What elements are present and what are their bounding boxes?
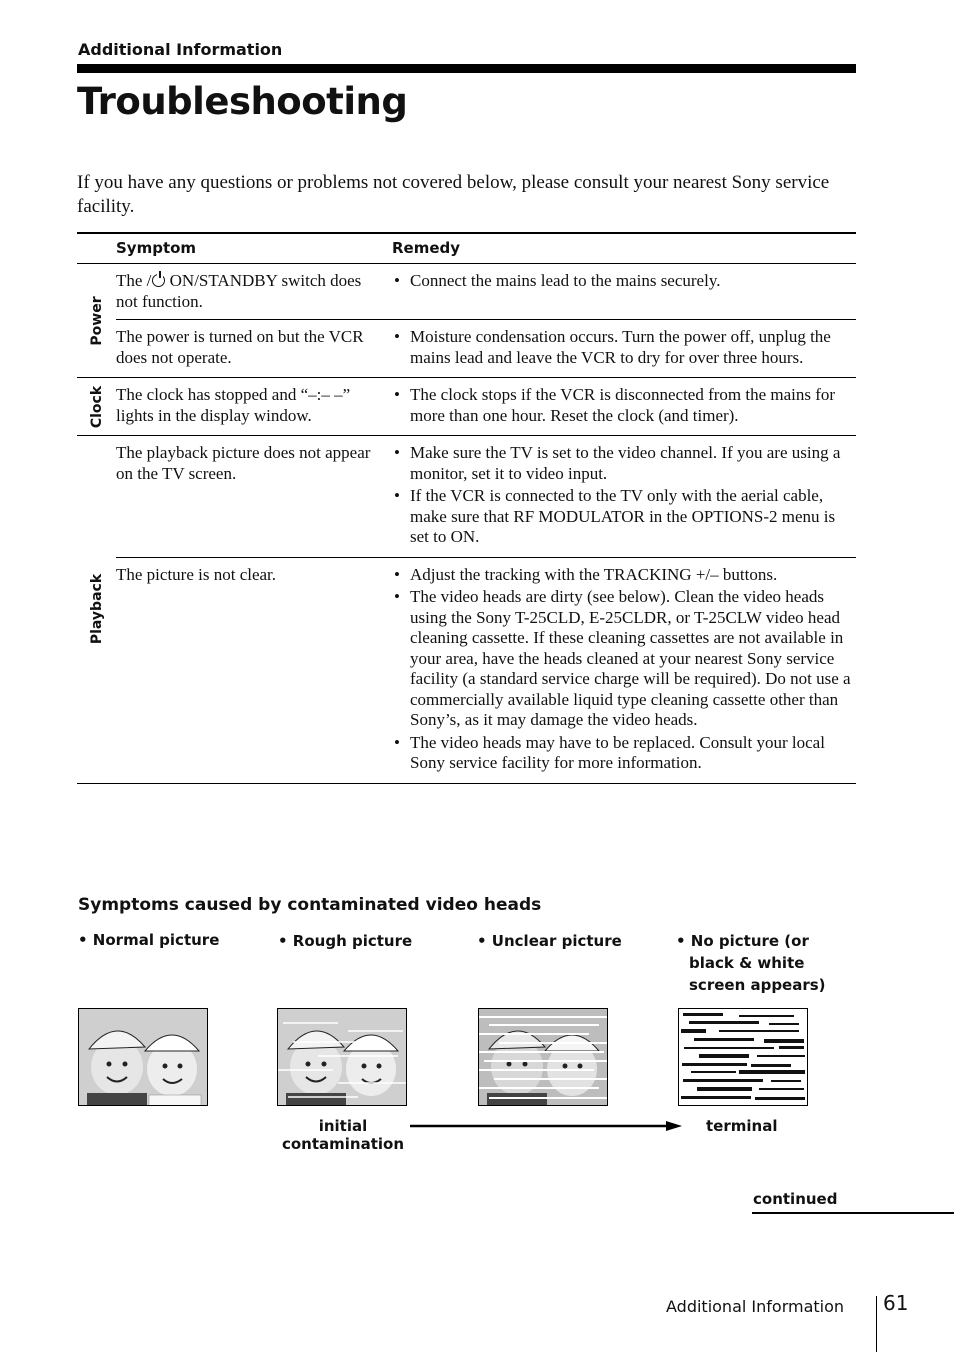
intro-paragraph: If you have any questions or problems not covered below, please consult your nearest Sony service facility. — [77, 172, 830, 217]
category-cell-power — [77, 264, 116, 378]
continued-rule — [752, 1212, 954, 1214]
initial-contamination-label — [280, 1117, 406, 1153]
remedy-item: • The clock stops if the VCR is disconnected from the mains for more than one hour. Reset the clock (and timer). — [392, 385, 856, 426]
troubleshooting-table — [77, 232, 856, 784]
footer-section-label: Additional Information — [666, 1297, 845, 1316]
picture-label-line: screen appears) — [689, 976, 826, 994]
category-cell-clock — [77, 378, 116, 436]
stage-label-line: contamination — [281, 1135, 405, 1153]
symptom-cell — [116, 264, 392, 320]
remedy-cell — [392, 378, 856, 436]
header-rule — [77, 64, 856, 73]
power-icon — [152, 274, 165, 287]
category-column-header — [77, 233, 116, 264]
category-label-playback: Playback — [88, 574, 105, 645]
picture-label-no-picture — [676, 930, 826, 996]
remedy-cell — [392, 320, 856, 378]
category-label-power: Power — [88, 295, 105, 346]
symptom-column-header: Symptom — [116, 233, 392, 264]
picture-label-unclear — [477, 930, 622, 952]
remedy-item: • Connect the mains lead to the mains securely. — [392, 271, 856, 292]
table-row — [77, 320, 856, 378]
table-header-row — [77, 233, 856, 264]
table-row — [77, 264, 856, 320]
picture-label-line: • Rough picture — [278, 932, 413, 950]
table-row — [77, 557, 856, 783]
picture-label-line: • Normal picture — [78, 931, 220, 949]
symptom-cell: The clock has stopped and “–:– –” lights in the display window. — [116, 378, 392, 436]
picture-label-line: • No picture (or — [676, 932, 809, 950]
stage-label-line: initial — [318, 1117, 368, 1135]
picture-label-normal — [78, 929, 219, 951]
rough-picture-image — [277, 1008, 407, 1106]
terminal-label: terminal — [706, 1117, 778, 1135]
symptoms-heading: Symptoms caused by contaminated video heads — [78, 895, 542, 915]
remedy-item: • Moisture condensation occurs. Turn the power off, unplug the mains lead and leave the VCR to dry for over three hours. — [392, 327, 856, 368]
no-picture-image — [678, 1008, 808, 1106]
remedy-cell — [392, 436, 856, 558]
category-label-clock: Clock — [88, 385, 105, 428]
symptom-cell: The picture is not clear. — [116, 557, 392, 783]
picture-label-rough — [278, 930, 412, 952]
table-row — [77, 436, 856, 558]
remedy-item: • Adjust the tracking with the TRACKING +/– buttons. — [392, 565, 856, 586]
page-title: Troubleshooting — [77, 80, 408, 123]
normal-picture-image — [78, 1008, 208, 1106]
symptom-cell: The playback picture does not appear on the TV screen. — [116, 436, 392, 558]
picture-label-line: • Unclear picture — [477, 932, 622, 950]
symptom-cell: The power is turned on but the VCR does not operate. — [116, 320, 392, 378]
remedy-cell — [392, 264, 856, 320]
remedy-item: • If the VCR is connected to the TV only with the aerial cable, make sure that RF MODULATOR in the OPTIONS-2 menu is set to ON. — [392, 486, 856, 548]
footer-rule — [876, 1296, 877, 1352]
section-label: Additional Information — [78, 40, 283, 59]
page-number: 61 — [883, 1291, 909, 1315]
remedy-item: • The video heads may have to be replaced. Consult your local Sony service facility for more information. — [392, 733, 856, 774]
category-cell-playback — [77, 436, 116, 784]
symptom-prefix: The / — [116, 271, 152, 290]
remedy-item: • Make sure the TV is set to the video channel. If you are using a monitor, set it to video input. — [392, 443, 856, 484]
continued-label: continued — [753, 1190, 838, 1208]
picture-label-line: black & white — [689, 954, 805, 972]
table-row — [77, 378, 856, 436]
symptom-text: ON/STANDBY switch does not function. — [116, 271, 362, 311]
progression-arrow — [410, 1119, 682, 1133]
remedy-item: • The video heads are dirty (see below). Clean the video heads using the Sony T-25CLD, E-25CLDR, or T-25CLW video head cleaning cassette. If these cleaning cassettes are not available in your area, have the heads cleaned at your nearest Sony service facility (a standard service charge will be required). Do not use a commercially available liquid type cleaning cassette other than Sony’s, as it may damage the video heads. — [392, 587, 856, 731]
unclear-picture-image — [478, 1008, 608, 1106]
remedy-cell — [392, 557, 856, 783]
remedy-column-header: Remedy — [392, 233, 856, 264]
